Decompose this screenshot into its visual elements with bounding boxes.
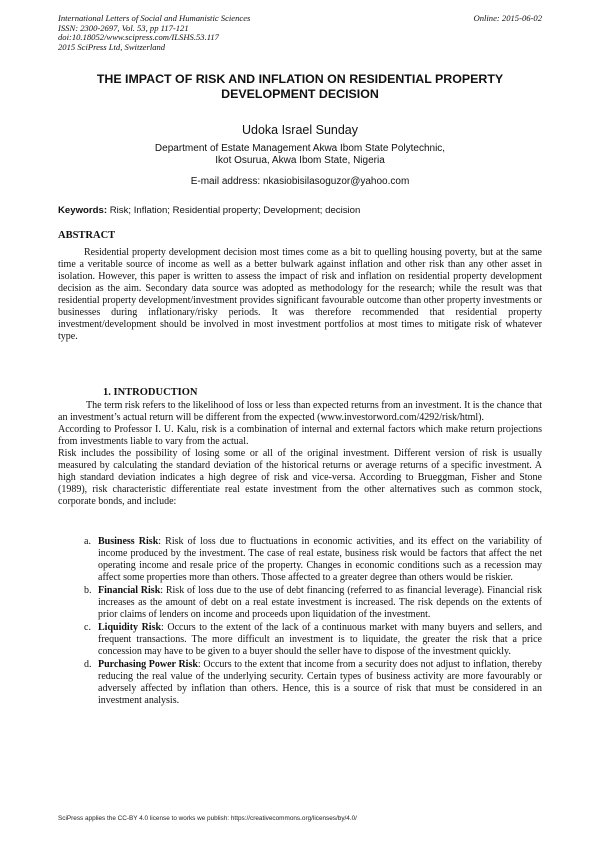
introduction-heading: 1. INTRODUCTION (103, 387, 198, 398)
title-line-2: DEVELOPMENT DECISION (221, 87, 379, 101)
risk-description: : Risk of loss due to fluctuations in economic activities, and its effect on the variability of income produced by the investment. The case of real estate, business risk would be factors that affect the net operating income and resale price of the property. Changes in economic conditions such as a recession may affect some properties more than others. Those affected to a greater degree than others would be riskier. (98, 536, 542, 583)
intro-paragraph-2: According to Professor I. U. Kalu, risk is a combination of internal and external factors which make return projections from investments liable to vary from the actual. (58, 424, 542, 447)
intro-paragraph-3: Risk includes the possibility of losing some or all of the original investment. Different version of risk is usually measured by calculating the standard deviation of the historical returns or average returns of a specific investment. A high standard deviation indicates a high degree of risk and vice-versa. According to Brueggman, Fisher and Stone (1989), risk characteristic differentiate real estate investment from the other alternatives such as common stock, corporate bonds, and include: (58, 448, 542, 507)
list-marker: a. (84, 536, 91, 547)
affiliation-line-1: Department of Estate Management Akwa Ibom State Polytechnic, (154, 143, 446, 154)
risk-description: : Occurs to the extent of the lack of a continuous market with many buyers and sellers, and frequent transactions. The more difficult an investment is to liquidate, the greater the risk that a price concession may have to be given to a buyer should the seller have to dispose of the investment quickly. (98, 622, 542, 657)
risk-name: Liquidity Risk (98, 622, 162, 633)
risk-name: Financial Risk (98, 585, 161, 596)
license-footer: SciPress applies the CC-BY 4.0 license to works we publish: https://creativecommons.org/licenses/by/4.0/ (58, 815, 357, 822)
abstract-heading: ABSTRACT (58, 230, 116, 241)
risk-description: : Occurs to the extent that income from a security does not adjust to inflation, thereby reducing the real value of the underlying security. Certain types of business activity are more favourably or adversely affected by inflation than others. Hence, this is a source of risk that must be considered in an investment analysis. (98, 659, 542, 706)
risk-name: Business Risk (98, 536, 159, 547)
keywords-list: Risk; Inflation; Residential property; Development; decision (107, 205, 361, 216)
list-item (84, 659, 542, 707)
author-email: E-mail address: nkasiobisilasoguzor@yahoo.com (190, 176, 410, 187)
abstract-text: Residential property development decision most times come as a bit to quelling housing poverty, but at the same time a veritable source of income as well as a better bulwark against inflation and other risk than any other asset in isolation. However, this paper is written to assess the impact of risk and inflation on residential property development decision as the aim. Secondary data source was adopted as methodology for the research; while the result was that residential property development/investment provides significant favourable outcome than other property investments or businesses during inflationary/risky periods. It was therefore recommended that residential property investment/development should be involved in most investment portfolios at most times to mitigate risk of whatever type. (58, 247, 542, 342)
risk-description: : Risk of loss due to the use of debt financing (referred to as financial leverage). Financial risk increases as the amount of debt on a real estate investment is increased. The risk depends on the extents of prior claims of lenders on income and proceeds upon liquidation of the investment. (98, 585, 542, 620)
keywords-label: Keywords: (58, 205, 108, 216)
list-item (84, 536, 542, 584)
online-date: Online: 2015-06-02 (473, 13, 542, 23)
risk-name: Purchasing Power Risk (98, 659, 198, 670)
list-item (84, 585, 542, 621)
list-item (84, 622, 542, 658)
keywords (58, 205, 542, 216)
author-name: Udoka Israel Sunday (241, 123, 359, 137)
risk-list (84, 536, 542, 708)
affiliation-line-2: Ikot Osurua, Akwa Ibom State, Nigeria (215, 155, 385, 167)
list-marker: b. (84, 585, 92, 596)
paper-title (58, 72, 542, 102)
intro-paragraph-1: The term risk refers to the likelihood of loss or less than expected returns from an investment. It is the chance that an investment’s actual return will be different from the expected (www.investorword.com/4292/risk/html). (58, 400, 542, 423)
journal-header (58, 14, 542, 52)
issn-line: ISSN: 2300-2697, Vol. 53, pp 117-121 (58, 22, 189, 33)
list-marker: d. (84, 659, 92, 670)
journal-name: International Letters of Social and Humanistic Sciences (58, 13, 251, 23)
doi-line: doi:10.18052/www.scipress.com/ILSHS.53.117 (58, 32, 219, 43)
affiliation (58, 143, 542, 168)
list-marker: c. (84, 622, 91, 633)
introduction-body (58, 400, 542, 508)
copyright-line: 2015 SciPress Ltd, Switzerland (58, 41, 166, 52)
title-line-1: THE IMPACT OF RISK AND INFLATION ON RESIDENTIAL PROPERTY (96, 72, 504, 86)
